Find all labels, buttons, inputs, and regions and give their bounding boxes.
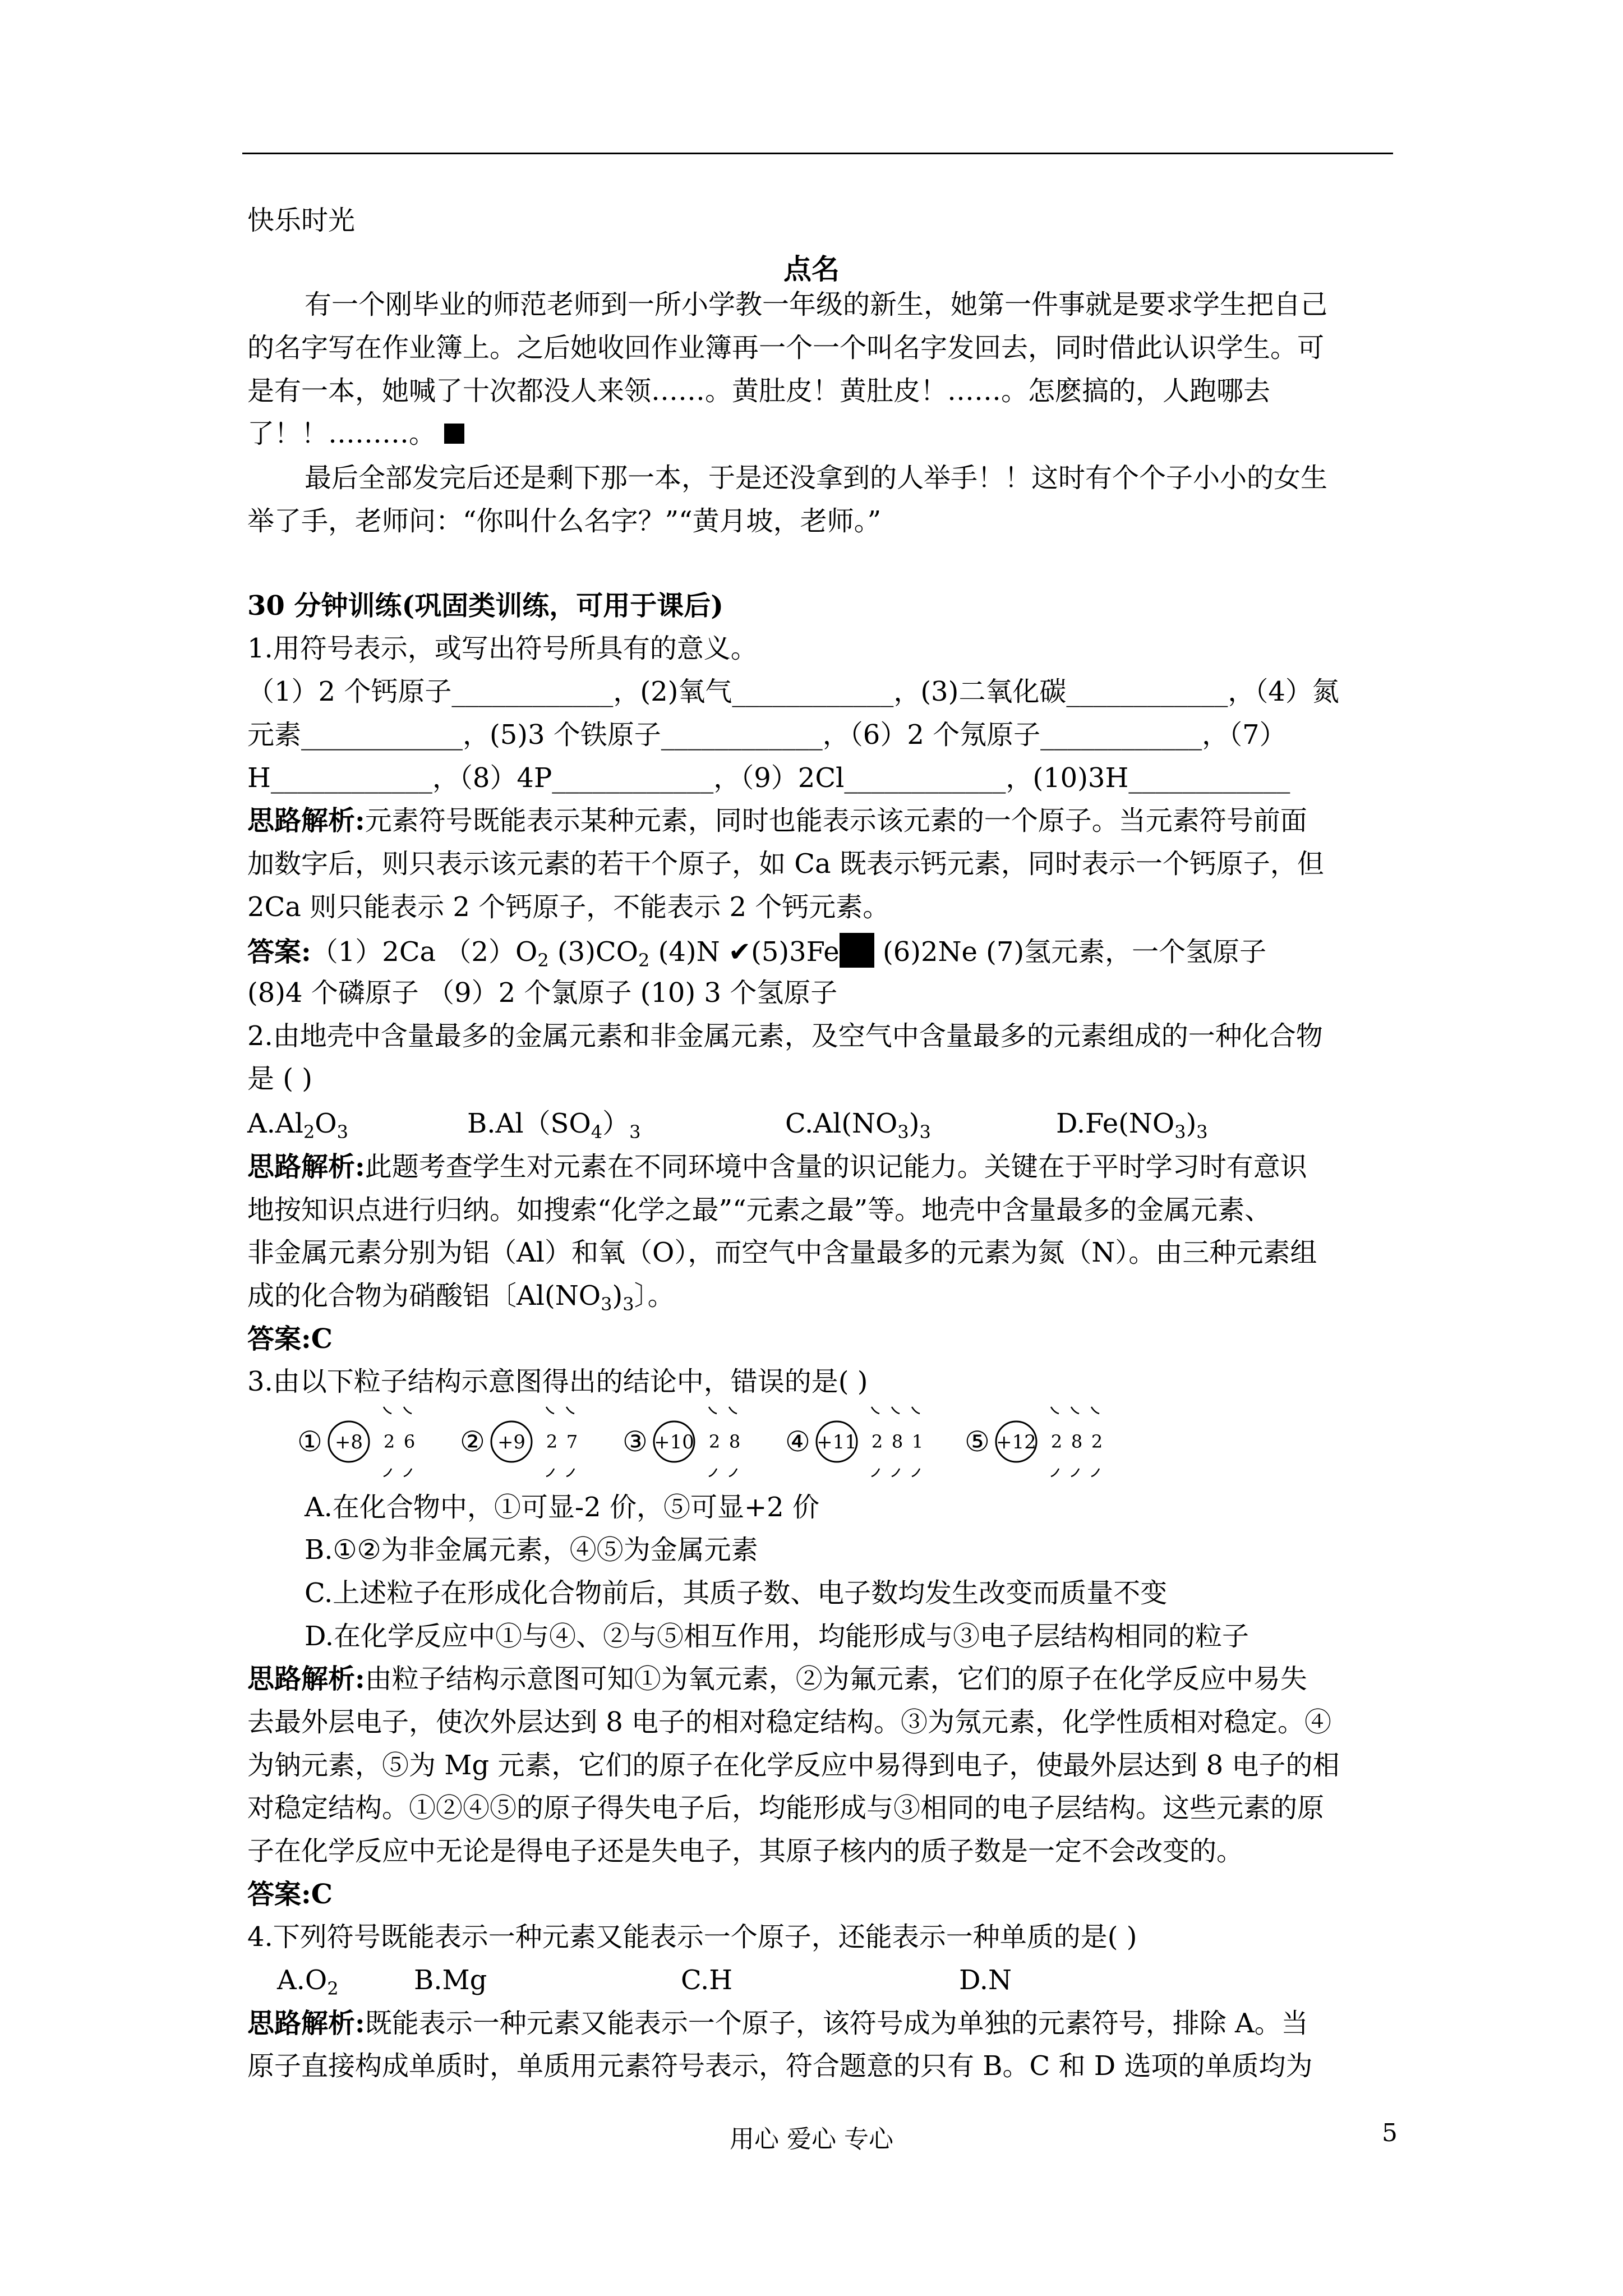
q3-option: D.在化学反应中①与④、②与⑤相互作用，均能形成与③电子层结构相同的粒子 bbox=[305, 1621, 1249, 1652]
q1-blank-line: （1）2 个钙原子____________，(2)氧气____________，(3)二氧化碳____________，（4）氮 bbox=[247, 676, 1339, 707]
q1-answer-line: (8)4 个磷原子 （9）2 个氯原子 (10) 3 个氢原子 bbox=[247, 977, 838, 1009]
q4-stem: 4.下列符号既能表示一种元素又能表示一个原子，还能表示一种单质的是( ) bbox=[247, 1921, 1137, 1953]
shell-electron-count: 2 bbox=[546, 1431, 558, 1452]
shell-arc bbox=[566, 1407, 574, 1414]
analysis-label: 思路解析: bbox=[247, 1663, 365, 1695]
shell-arc bbox=[384, 1407, 391, 1414]
q4-analysis-line: 原子直接构成单质时，单质用元素符号表示，符合题意的只有 B。C 和 D 选项的单质均为 bbox=[247, 2050, 1313, 2082]
q3-analysis-line: 去最外层电子，使次外层达到 8 电子的相对稳定结构。③为氖元素，化学性质相对稳定。④ bbox=[247, 1706, 1332, 1738]
q1-blank-line: 元素____________，(5)3 个铁原子____________，（6）2 个氖原子____________，（7） bbox=[247, 719, 1287, 751]
shell-electron-count: 2 bbox=[1050, 1431, 1063, 1452]
analysis-label: 思路解析: bbox=[247, 2008, 365, 2039]
q1-answer-line: 答案:（1）2Ca $(2)O_2$ $(3)CO_2$ (4)N ✔(5)3Fe (6)2Ne (7)氢元素，一个氢原子 bbox=[247, 933, 1266, 977]
q4-option-b: B.Mg bbox=[414, 1964, 487, 1996]
atom-diagram bbox=[460, 1407, 578, 1476]
q3-stem: 3.由以下粒子结构示意图得出的结论中，错误的是( ) bbox=[247, 1366, 868, 1397]
shell-arc bbox=[1091, 1469, 1099, 1476]
nucleus-charge: +11 bbox=[817, 1431, 857, 1453]
atom-label: ① bbox=[297, 1425, 322, 1458]
shell-electron-count: 7 bbox=[566, 1431, 578, 1452]
shell-arc bbox=[872, 1469, 879, 1476]
story-line: 了！！………。 bbox=[247, 417, 464, 450]
q1-analysis-line: 思路解析:元素符号既能表示某种元素，同时也能表示该元素的一个原子。当元素符号前面 bbox=[247, 805, 1307, 836]
atom-structure-diagrams bbox=[297, 1394, 1172, 1489]
section-title: 快乐时光 bbox=[247, 205, 356, 236]
q3-option: B.①②为非金属元素，④⑤为金属元素 bbox=[305, 1534, 758, 1566]
shell-arc bbox=[404, 1407, 412, 1414]
shell-electron-count: 2 bbox=[708, 1431, 721, 1452]
shell-arc bbox=[1051, 1407, 1059, 1414]
q2-analysis-line: 思路解析:此题考查学生对元素在不同环境中含量的识记能力。关键在于平时学习时有意识 bbox=[247, 1151, 1307, 1182]
shell-arc bbox=[872, 1407, 879, 1414]
shell-arc bbox=[566, 1469, 574, 1476]
q2-stem: 是 ( ) bbox=[247, 1063, 312, 1094]
q2-stem: 2.由地壳中含量最多的金属元素和非金属元素，及空气中含量最多的元素组成的一种化合物 bbox=[247, 1020, 1323, 1052]
story-line: 举了手，老师问：“你叫什么名字？”“黄月坡，老师。” bbox=[247, 505, 882, 537]
footer-text: 用心 爱心 专心 bbox=[730, 2125, 893, 2154]
story-line: 是有一本，她喊了十次都没人来领……。黄肚皮！黄肚皮！……。怎麽搞的，人跑哪去 bbox=[247, 375, 1271, 407]
atom-diagram bbox=[623, 1407, 740, 1476]
shell-electron-count: 2 bbox=[871, 1431, 883, 1452]
atom-diagram bbox=[965, 1407, 1103, 1476]
nucleus-charge: +12 bbox=[996, 1431, 1036, 1453]
shell-arc bbox=[384, 1469, 391, 1476]
shell-electron-count: 8 bbox=[1071, 1431, 1083, 1452]
q2-option-d: $D.Fe(NO_3)_3$ bbox=[1056, 1108, 1208, 1143]
shell-arc bbox=[1051, 1469, 1059, 1476]
shell-electron-count: 6 bbox=[403, 1431, 416, 1452]
q2-analysis-line: 非金属元素分别为铝（Al）和氧（O），而空气中含量最多的元素为氮（N）。由三种元素组 bbox=[247, 1237, 1317, 1268]
analysis-label: 思路解析: bbox=[247, 1151, 365, 1182]
q3-option: A.在化合物中，①可显-2 价，⑤可显+2 价 bbox=[305, 1492, 819, 1523]
nucleus-charge: +9 bbox=[497, 1431, 526, 1453]
q3-answer: 答案:C bbox=[247, 1879, 333, 1910]
shell-electron-count: 2 bbox=[383, 1431, 395, 1452]
story-title: 点名 bbox=[783, 252, 840, 286]
shell-arc bbox=[1071, 1469, 1079, 1476]
shell-arc bbox=[912, 1407, 920, 1414]
nucleus-charge: +8 bbox=[334, 1431, 363, 1453]
square-mark-icon bbox=[444, 424, 464, 444]
shell-arc bbox=[709, 1469, 717, 1476]
shell-arc bbox=[546, 1407, 554, 1414]
training-heading: 30 分钟训练(巩固类训练，可用于课后) bbox=[247, 590, 723, 622]
shell-arc bbox=[1071, 1407, 1079, 1414]
shell-arc bbox=[892, 1407, 900, 1414]
shell-arc bbox=[729, 1469, 737, 1476]
shell-arc bbox=[912, 1469, 920, 1476]
black-box-icon bbox=[840, 933, 874, 968]
atom-label: ④ bbox=[785, 1425, 810, 1458]
q3-analysis-line: 对稳定结构。①②④⑤的原子得失电子后，均能形成与③相同的电子层结构。这些元素的原 bbox=[247, 1792, 1325, 1824]
atom-diagram bbox=[785, 1407, 923, 1476]
q2-analysis-line: 成的化合物为硝酸铝〔$Al(NO_3)_3$〕。 bbox=[247, 1280, 675, 1315]
q3-option: C.上述粒子在形成化合物前后，其质子数、电子数均发生改变而质量不变 bbox=[305, 1577, 1168, 1609]
shell-arc bbox=[546, 1469, 554, 1476]
q1-stem: 1.用符号表示，或写出符号所具有的意义。 bbox=[247, 633, 758, 664]
shell-arc bbox=[892, 1469, 900, 1476]
shell-arc bbox=[729, 1407, 737, 1414]
q4-analysis-line: 思路解析:既能表示一种元素又能表示一个原子，该符号成为单独的元素符号，排除 A。当 bbox=[247, 2008, 1308, 2039]
shell-arc bbox=[1091, 1407, 1099, 1414]
page-number: 5 bbox=[1382, 2119, 1398, 2147]
q2-answer: 答案:C bbox=[247, 1323, 333, 1355]
shell-electron-count: 8 bbox=[728, 1431, 741, 1452]
q1-analysis-line: 加数字后，则只表示该元素的若干个原子，如 Ca 既表示钙元素，同时表示一个钙原子，但 bbox=[247, 848, 1324, 880]
q2-option-c: $C.Al(NO_3)_3$ bbox=[785, 1108, 931, 1143]
q4-option-a: $A.O_2$ bbox=[277, 1964, 339, 1999]
q2-option-b: $B.Al(SO_4)_3$ bbox=[467, 1108, 641, 1143]
shell-arc bbox=[404, 1469, 412, 1476]
check-mark-icon: ✔ bbox=[728, 936, 751, 968]
story-line: 最后全部发完后还是剩下那一本，于是还没拿到的人举手！！这时有个个子小小的女生 bbox=[305, 462, 1328, 494]
nucleus-charge: +10 bbox=[654, 1431, 694, 1453]
story-line: 有一个刚毕业的师范老师到一所小学教一年级的新生，她第一件事就是要求学生把自己 bbox=[305, 289, 1328, 320]
q4-option-d: D.N bbox=[959, 1964, 1012, 1996]
q3-analysis-line: 为钠元素，⑤为 Mg 元素，它们的原子在化学反应中易得到电子，使最外层达到 8 电子的相 bbox=[247, 1750, 1340, 1781]
q3-analysis-line: 子在化学反应中无论是得电子还是失电子，其原子核内的质子数是一定不会改变的。 bbox=[247, 1835, 1244, 1867]
q2-option-a: $A.Al_2O_3$ bbox=[247, 1108, 349, 1143]
q1-analysis-line: 2Ca 则只能表示 2 个钙原子，不能表示 2 个钙元素。 bbox=[247, 891, 890, 923]
shell-electron-count: 1 bbox=[911, 1431, 924, 1452]
q1-blank-line: H____________，（8）4P____________，（9）2Cl____________，(10)3H____________ bbox=[247, 762, 1290, 794]
atom-diagram bbox=[297, 1407, 415, 1476]
header-rule bbox=[242, 153, 1393, 154]
q2-analysis-line: 地按知识点进行归纳。如搜索“化学之最”“元素之最”等。地壳中含量最多的金属元素、 bbox=[247, 1194, 1272, 1226]
q3-analysis-line: 思路解析:由粒子结构示意图可知①为氧元素，②为氟元素，它们的原子在化学反应中易失 bbox=[247, 1663, 1307, 1695]
shell-electron-count: 2 bbox=[1091, 1431, 1103, 1452]
atom-label: ② bbox=[460, 1425, 485, 1458]
answer-label: 答案: bbox=[247, 936, 311, 968]
story-line: 的名字写在作业簿上。之后她收回作业簿再一个一个叫名字发回去，同时借此认识学生。可 bbox=[247, 332, 1325, 364]
analysis-label: 思路解析: bbox=[247, 805, 365, 836]
atom-label: ⑤ bbox=[965, 1425, 990, 1458]
shell-electron-count: 8 bbox=[891, 1431, 903, 1452]
q4-option-c: C.H bbox=[681, 1964, 733, 1996]
shell-arc bbox=[709, 1407, 717, 1414]
atom-label: ③ bbox=[623, 1425, 648, 1458]
